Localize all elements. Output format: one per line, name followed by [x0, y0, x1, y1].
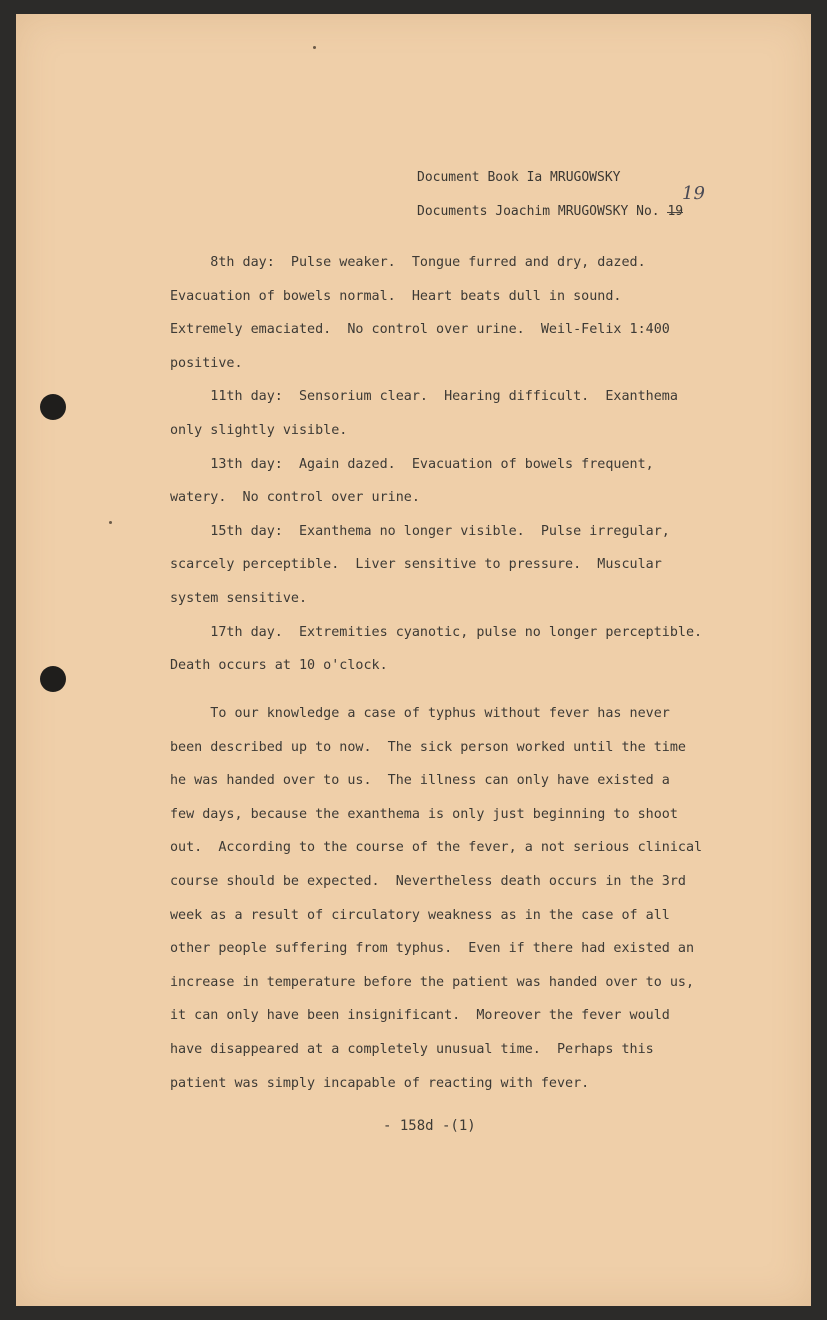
text-line: Evacuation of bowels normal. Heart beats dull in sound.: [170, 288, 622, 304]
text-line: Death occurs at 10 o'clock.: [170, 658, 388, 674]
text-line: 13th day: Again dazed. Evacuation of bowels frequent,: [170, 456, 654, 472]
text-line: watery. No control over urine.: [170, 490, 420, 506]
text-line: it can only have been insignificant. Moreover the fever would: [170, 1008, 670, 1024]
document-number-line: [417, 204, 683, 219]
text-line: 17th day. Extremities cyanotic, pulse no longer perceptible.: [170, 624, 703, 640]
punch-hole: [40, 666, 66, 692]
text-line: week as a result of circulatory weakness as in the case of all: [170, 907, 670, 923]
document-number-label: Documents Joachim MRUGOWSKY No.: [417, 204, 668, 219]
text-line: out. According to the course of the fever, a not serious clinical: [170, 840, 703, 856]
text-line: To our knowledge a case of typhus without fever has never: [170, 706, 670, 721]
handwritten-number: 19: [682, 183, 705, 204]
text-line: he was handed over to us. The illness can only have existed a: [170, 773, 670, 789]
text-line: only slightly visible.: [170, 422, 348, 438]
text-line: increase in temperature before the patient was handed over to us,: [170, 974, 695, 990]
text-line: other people suffering from typhus. Even if there had existed an: [170, 941, 695, 957]
text-line: been described up to now. The sick person worked until the time: [170, 739, 686, 755]
page-number: - 158d -(1): [383, 1118, 476, 1134]
text-line: scarcely perceptible. Liver sensitive to pressure. Muscular: [170, 557, 662, 573]
text-line: system sensitive.: [170, 590, 308, 606]
text-line: 8th day: Pulse weaker. Tongue furred and dry, dazed.: [170, 255, 646, 270]
text-line: have disappeared at a completely unusual time. Perhaps this: [170, 1041, 654, 1057]
punch-hole: [40, 394, 66, 420]
text-line: positive.: [170, 355, 243, 371]
discussion-paragraph: [170, 697, 730, 1100]
clinical-notes: [170, 246, 730, 683]
text-line: 11th day: Sensorium clear. Hearing difficult. Exanthema: [170, 389, 678, 405]
text-line: patient was simply incapable of reacting with fever.: [170, 1075, 590, 1091]
struck-number: 19: [667, 204, 684, 219]
paper-speck: [313, 46, 316, 49]
text-line: course should be expected. Nevertheless death occurs in the 3rd: [170, 873, 686, 889]
text-line: 15th day: Exanthema no longer visible. Pulse irregular,: [170, 523, 670, 539]
paper-speck: [109, 521, 112, 524]
text-line: few days, because the exanthema is only just beginning to shoot: [170, 806, 678, 822]
text-line: Extremely emaciated. No control over urine. Weil-Felix 1:400: [170, 322, 670, 338]
document-book-line: Document Book Ia MRUGOWSKY: [417, 170, 621, 185]
